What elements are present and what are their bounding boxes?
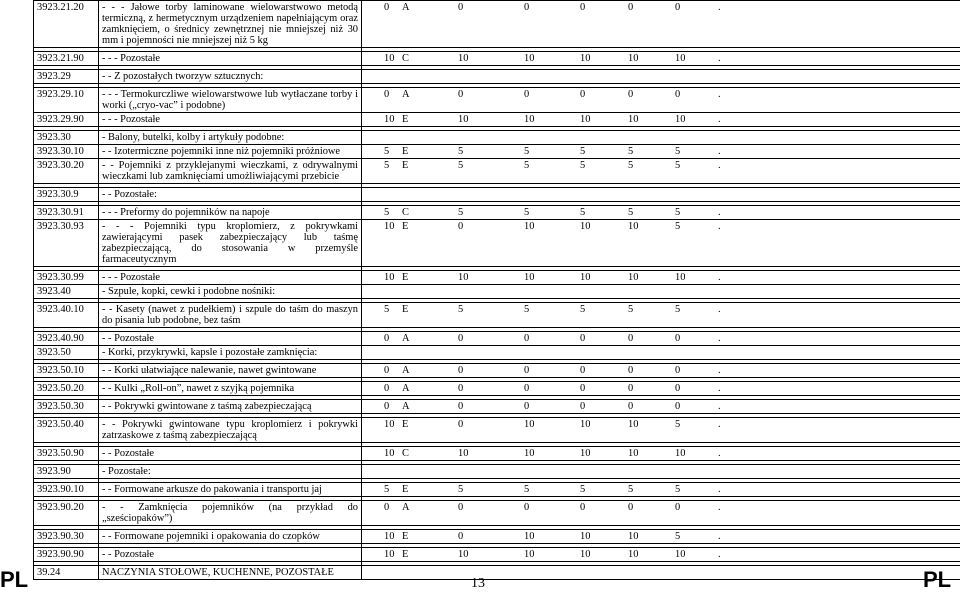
cn-code: 3923.40 [34, 285, 99, 299]
duty-rate: 10 [628, 272, 639, 283]
duty-values-grid [365, 272, 960, 283]
duty-rate: 0 [628, 502, 634, 513]
duty-rate: 10 [675, 549, 686, 560]
duty-rate: 0 [384, 383, 390, 394]
duty-rate: 5 [580, 304, 586, 315]
table-row [34, 88, 960, 113]
duty-rate: 5 [384, 304, 390, 315]
duty-rate: . [718, 484, 721, 495]
duty-rate: . [718, 531, 721, 542]
table-row [34, 530, 960, 544]
duty-rate: 10 [580, 272, 591, 283]
duty-rate: 10 [384, 114, 395, 125]
duty-values [362, 548, 960, 562]
duty-values-grid [365, 401, 960, 412]
duty-rate: 10 [524, 448, 535, 459]
cn-code: 3923.30.93 [34, 220, 99, 267]
cn-code: 3923.29.10 [34, 88, 99, 113]
duty-rate: 0 [458, 502, 464, 513]
duty-rate: 5 [524, 146, 530, 157]
duty-rate: 10 [384, 531, 395, 542]
duty-rate: . [718, 272, 721, 283]
duty-values [362, 501, 960, 526]
cn-code: 3923.90.20 [34, 501, 99, 526]
cn-code: 3923.50.10 [34, 364, 99, 378]
duty-rate: 5 [675, 304, 681, 315]
goods-description: - - Formowane arkusze do pakowania i transportu jaj [99, 483, 362, 497]
duty-values-grid [365, 89, 960, 100]
duty-values [362, 88, 960, 113]
duty-values [362, 530, 960, 544]
staging-category: C [402, 53, 409, 64]
duty-rate: 10 [524, 419, 535, 430]
goods-description: - - - Termokurczliwe wielowarstwowe lub wytłaczane torby i worki („cryo-vac” i podobne) [99, 88, 362, 113]
duty-rate: 0 [458, 531, 464, 542]
duty-rate: . [718, 365, 721, 376]
duty-rate: 5 [580, 484, 586, 495]
goods-description: - - Izotermiczne pojemniki inne niż pojemniki próżniowe [99, 145, 362, 159]
cn-code: 3923.90.90 [34, 548, 99, 562]
duty-rate: 5 [675, 146, 681, 157]
duty-values [362, 303, 960, 328]
cn-code: 3923.90.10 [34, 483, 99, 497]
duty-rate: 10 [458, 448, 469, 459]
duty-rate: 5 [628, 160, 634, 171]
duty-rate: 0 [458, 383, 464, 394]
goods-description: - - - Preformy do pojemników na napoje [99, 206, 362, 220]
duty-rate: 5 [675, 207, 681, 218]
staging-category: E [402, 272, 409, 283]
duty-rate: 10 [580, 53, 591, 64]
table-row [34, 113, 960, 127]
duty-rate: 10 [580, 448, 591, 459]
staging-category: A [402, 333, 410, 344]
table-row [34, 70, 960, 84]
duty-rate: 5 [675, 160, 681, 171]
table-row [34, 220, 960, 267]
duty-rate: 0 [524, 365, 530, 376]
duty-rate: 10 [384, 221, 395, 232]
duty-rate: 10 [675, 448, 686, 459]
duty-rate: 0 [580, 333, 586, 344]
duty-rate: 0 [580, 383, 586, 394]
goods-description: - Szpule, kopki, cewki i podobne nośniki: [99, 285, 362, 299]
duty-rate: 0 [458, 401, 464, 412]
goods-description: - - - Pozostałe [99, 113, 362, 127]
duty-rate: 0 [628, 333, 634, 344]
duty-rate: . [718, 146, 721, 157]
tariff-table-body [34, 1, 960, 580]
staging-category: A [402, 2, 410, 13]
staging-category: A [402, 383, 410, 394]
duty-rate: 10 [628, 419, 639, 430]
goods-description: - - Pozostałe: [99, 188, 362, 202]
footer-country-left: PL [0, 567, 29, 592]
duty-rate: 5 [580, 207, 586, 218]
duty-rate: 0 [524, 89, 530, 100]
duty-rate: 10 [675, 53, 686, 64]
duty-rate: . [718, 160, 721, 171]
table-row [34, 548, 960, 562]
duty-values [362, 465, 960, 479]
duty-rate: 5 [675, 531, 681, 542]
cn-code: 39.24 [34, 566, 99, 580]
table-row [34, 483, 960, 497]
duty-rate: 5 [458, 207, 464, 218]
goods-description: - Balony, butelki, kolby i artykuły podobne: [99, 131, 362, 145]
duty-rate: 0 [675, 89, 681, 100]
duty-values-grid [365, 160, 960, 171]
cn-code: 3923.29 [34, 70, 99, 84]
table-row [34, 332, 960, 346]
duty-rate: 0 [384, 401, 390, 412]
cn-code: 3923.21.20 [34, 1, 99, 48]
duty-values-grid [365, 333, 960, 344]
cn-code: 3923.90 [34, 465, 99, 479]
duty-rate: . [718, 448, 721, 459]
duty-rate: 5 [524, 207, 530, 218]
goods-description: - - Pozostałe [99, 332, 362, 346]
duty-rate: . [718, 419, 721, 430]
table-row [34, 566, 960, 580]
cn-code: 3923.30.99 [34, 271, 99, 285]
staging-category: A [402, 365, 410, 376]
table-row [34, 1, 960, 48]
duty-values-grid [365, 549, 960, 560]
cn-code: 3923.30 [34, 131, 99, 145]
duty-rate: . [718, 114, 721, 125]
duty-rate: 0 [384, 89, 390, 100]
duty-rate: 10 [628, 531, 639, 542]
duty-values [362, 131, 960, 145]
duty-values-grid [365, 502, 960, 513]
duty-values-grid [365, 207, 960, 218]
duty-rate: 5 [628, 146, 634, 157]
duty-rate: 10 [384, 549, 395, 560]
goods-description: - - Z pozostałych tworzyw sztucznych: [99, 70, 362, 84]
table-row [34, 418, 960, 443]
goods-description: - - Pokrywki gwintowane typu kroplomierz i pokrywki zatrzaskowe z taśmą zabezpieczającą [99, 418, 362, 443]
duty-rate: 0 [524, 333, 530, 344]
duty-rate: 0 [384, 2, 390, 13]
cn-code: 3923.90.30 [34, 530, 99, 544]
staging-category: A [402, 89, 410, 100]
duty-values [362, 220, 960, 267]
duty-rate: 5 [524, 484, 530, 495]
duty-rate: 10 [458, 114, 469, 125]
cn-code: 3923.50.40 [34, 418, 99, 443]
duty-rate: 10 [675, 272, 686, 283]
goods-description: - - Kasety (nawet z pudełkiem) i szpule do taśm do maszyn do pisania lub podobne, bez taśm [99, 303, 362, 328]
duty-values [362, 1, 960, 48]
duty-rate: 5 [458, 146, 464, 157]
duty-rate: . [718, 401, 721, 412]
duty-rate: 0 [580, 365, 586, 376]
duty-rate: 0 [628, 401, 634, 412]
duty-values-grid [365, 531, 960, 542]
duty-rate: 10 [384, 419, 395, 430]
duty-rate: 10 [580, 549, 591, 560]
duty-rate: 0 [458, 89, 464, 100]
duty-values-grid [365, 448, 960, 459]
duty-values [362, 52, 960, 66]
footer-country-right: PL [923, 567, 952, 592]
staging-category: E [402, 484, 409, 495]
duty-rate: 5 [580, 160, 586, 171]
duty-values [362, 145, 960, 159]
duty-rate: 5 [675, 419, 681, 430]
duty-rate: 10 [628, 221, 639, 232]
duty-values-grid [365, 484, 960, 495]
table-row [34, 382, 960, 396]
duty-rate: 10 [524, 531, 535, 542]
staging-category: E [402, 419, 409, 430]
duty-values [362, 159, 960, 184]
goods-description: - - - Jałowe torby laminowane wielowarstwowo metodą termiczną, z hermetycznym urządzeniem napełniającym oraz zamknięciem, o średnicy zewnętrznej nie mniejszej niż 30 mm i pojemności nie mniejszej niż 5 kg [99, 1, 362, 48]
goods-description: - - Pozostałe [99, 548, 362, 562]
duty-values-grid [365, 419, 960, 430]
goods-description: - Korki, przykrywki, kapsle i pozostałe zamknięcia: [99, 346, 362, 360]
duty-rate: 0 [384, 365, 390, 376]
duty-rate: 0 [458, 365, 464, 376]
table-row [34, 285, 960, 299]
duty-rate: 5 [458, 160, 464, 171]
duty-rate: 10 [524, 53, 535, 64]
duty-values [362, 271, 960, 285]
duty-rate: 5 [628, 304, 634, 315]
duty-rate: 10 [628, 114, 639, 125]
staging-category: C [402, 448, 409, 459]
staging-category: E [402, 549, 409, 560]
table-row [34, 131, 960, 145]
duty-values-grid [365, 304, 960, 315]
duty-rate: 0 [628, 89, 634, 100]
goods-description: - - - Pozostałe [99, 52, 362, 66]
duty-values [362, 332, 960, 346]
duty-rate: 5 [524, 304, 530, 315]
staging-category: E [402, 304, 409, 315]
goods-description: NACZYNIA STOŁOWE, KUCHENNE, POZOSTAŁE [99, 566, 362, 580]
duty-values [362, 566, 960, 580]
duty-rate: 10 [524, 272, 535, 283]
duty-rate: 10 [384, 53, 395, 64]
page-number: 13 [471, 576, 485, 591]
duty-values [362, 418, 960, 443]
goods-description: - Pozostałe: [99, 465, 362, 479]
table-row [34, 501, 960, 526]
staging-category: E [402, 221, 409, 232]
duty-rate: 0 [524, 502, 530, 513]
duty-values [362, 285, 960, 299]
duty-rate: . [718, 53, 721, 64]
duty-rate: 0 [458, 419, 464, 430]
duty-rate: 0 [458, 2, 464, 13]
duty-values-grid [365, 146, 960, 157]
goods-description: - - Kulki „Roll-on”, nawet z szyjką pojemnika [99, 382, 362, 396]
cn-code: 3923.30.10 [34, 145, 99, 159]
duty-rate: 0 [524, 383, 530, 394]
duty-rate: 0 [675, 365, 681, 376]
duty-values [362, 70, 960, 84]
cn-code: 3923.40.10 [34, 303, 99, 328]
duty-rate: 5 [384, 484, 390, 495]
cn-code: 3923.50.20 [34, 382, 99, 396]
duty-rate: 10 [384, 448, 395, 459]
duty-values [362, 483, 960, 497]
duty-rate: 5 [458, 484, 464, 495]
duty-rate: 10 [524, 114, 535, 125]
table-row [34, 303, 960, 328]
table-row [34, 400, 960, 414]
duty-rate: . [718, 207, 721, 218]
goods-description: - - - Pozostałe [99, 271, 362, 285]
staging-category: C [402, 207, 409, 218]
cn-code: 3923.40.90 [34, 332, 99, 346]
tariff-table [33, 0, 960, 580]
duty-rate: 0 [675, 2, 681, 13]
duty-rate: 5 [628, 484, 634, 495]
table-row [34, 188, 960, 202]
table-row [34, 206, 960, 220]
staging-category: E [402, 114, 409, 125]
duty-rate: 0 [580, 401, 586, 412]
duty-rate: 0 [384, 502, 390, 513]
table-row [34, 346, 960, 360]
duty-rate: 0 [580, 89, 586, 100]
duty-rate: 10 [580, 531, 591, 542]
cn-code: 3923.30.9 [34, 188, 99, 202]
duty-rate: . [718, 221, 721, 232]
duty-rate: 0 [384, 333, 390, 344]
table-row [34, 52, 960, 66]
duty-values [362, 364, 960, 378]
duty-rate: 10 [628, 549, 639, 560]
table-row [34, 271, 960, 285]
duty-rate: 0 [580, 2, 586, 13]
staging-category: E [402, 531, 409, 542]
table-row [34, 465, 960, 479]
duty-values-grid [365, 383, 960, 394]
duty-rate: 10 [580, 221, 591, 232]
goods-description: - - Formowane pojemniki i opakowania do czopków [99, 530, 362, 544]
duty-values [362, 382, 960, 396]
cn-code: 3923.50.30 [34, 400, 99, 414]
duty-rate: 10 [524, 549, 535, 560]
duty-values-grid [365, 114, 960, 125]
goods-description: - - Zamknięcia pojemników (na przykład do „sześciopaków”) [99, 501, 362, 526]
cn-code: 3923.21.90 [34, 52, 99, 66]
duty-rate: 10 [458, 549, 469, 560]
duty-rate: 0 [458, 333, 464, 344]
duty-values [362, 206, 960, 220]
duty-rate: 0 [458, 221, 464, 232]
duty-values [362, 346, 960, 360]
duty-values [362, 113, 960, 127]
duty-rate: 0 [524, 2, 530, 13]
staging-category: E [402, 160, 409, 171]
duty-rate: 5 [580, 146, 586, 157]
goods-description: - - Pozostałe [99, 447, 362, 461]
table-row [34, 159, 960, 184]
duty-rate: . [718, 549, 721, 560]
duty-rate: 10 [628, 53, 639, 64]
table-row [34, 447, 960, 461]
cn-code: 3923.30.20 [34, 159, 99, 184]
duty-rate: 10 [675, 114, 686, 125]
goods-description: - - Pokrywki gwintowane z taśmą zabezpieczającą [99, 400, 362, 414]
duty-values [362, 188, 960, 202]
duty-rate: 5 [628, 207, 634, 218]
goods-description: - - Pojemniki z przyklejanymi wieczkami, z odrywalnymi wieczkami lub zamknięciami umożliwiającymi przebicie [99, 159, 362, 184]
duty-rate: 0 [580, 502, 586, 513]
duty-rate: . [718, 502, 721, 513]
duty-values [362, 400, 960, 414]
staging-category: E [402, 146, 409, 157]
duty-rate: 0 [675, 401, 681, 412]
staging-category: A [402, 502, 410, 513]
duty-rate: 10 [628, 448, 639, 459]
duty-rate: 5 [384, 160, 390, 171]
duty-rate: 10 [458, 272, 469, 283]
duty-rate: 10 [524, 221, 535, 232]
duty-rate: 5 [458, 304, 464, 315]
cn-code: 3923.50.90 [34, 447, 99, 461]
duty-values-grid [365, 53, 960, 64]
cn-code: 3923.29.90 [34, 113, 99, 127]
staging-category: A [402, 401, 410, 412]
duty-rate: 0 [524, 401, 530, 412]
duty-rate: 0 [628, 2, 634, 13]
duty-rate: . [718, 383, 721, 394]
duty-rate: 10 [580, 419, 591, 430]
duty-rate: 5 [384, 146, 390, 157]
goods-description: - - Korki ułatwiające nalewanie, nawet gwintowane [99, 364, 362, 378]
cn-code: 3923.50 [34, 346, 99, 360]
duty-values-grid [365, 2, 960, 13]
table-row [34, 364, 960, 378]
duty-values [362, 447, 960, 461]
duty-rate: 0 [628, 365, 634, 376]
duty-rate: . [718, 304, 721, 315]
duty-rate: . [718, 333, 721, 344]
duty-rate: . [718, 89, 721, 100]
table-row [34, 145, 960, 159]
duty-rate: 0 [628, 383, 634, 394]
cn-code: 3923.30.91 [34, 206, 99, 220]
duty-values-grid [365, 221, 960, 232]
duty-values-grid [365, 365, 960, 376]
duty-rate: 0 [675, 333, 681, 344]
duty-rate: 10 [384, 272, 395, 283]
duty-rate: 5 [675, 484, 681, 495]
duty-rate: 5 [384, 207, 390, 218]
duty-rate: . [718, 2, 721, 13]
duty-rate: 5 [524, 160, 530, 171]
duty-rate: 10 [458, 53, 469, 64]
duty-rate: 5 [675, 221, 681, 232]
duty-rate: 0 [675, 383, 681, 394]
goods-description: - - - Pojemniki typu kroplomierz, z pokrywkami zawierającymi pasek zabezpieczający lub taśmę zabezpieczającą, do stosowania w przemyśle farmaceutycznym [99, 220, 362, 267]
duty-rate: 10 [580, 114, 591, 125]
duty-rate: 0 [675, 502, 681, 513]
